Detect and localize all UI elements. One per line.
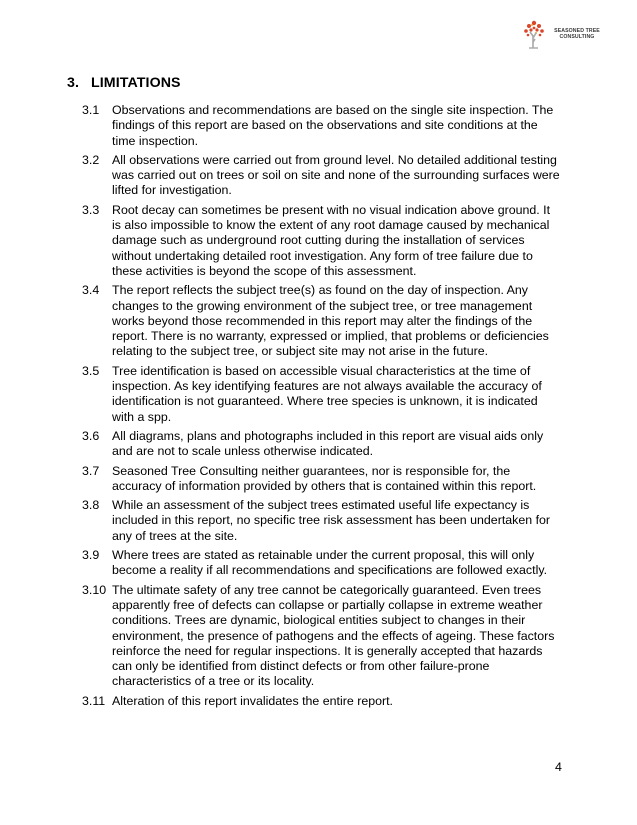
item-number: 3.9 [82,548,100,563]
company-logo [522,20,612,52]
item-number: 3.3 [82,202,100,217]
item-text: Where trees are stated as retainable under the current proposal, this will only become a reality if all recommendations and specifications are followed exactly. [112,548,548,578]
item-number: 3.1 [82,103,100,117]
logo-line-1: SEASONED TREE [554,28,600,34]
item-number: 3.4 [82,283,100,298]
list-item [82,548,562,579]
list-item [82,464,562,495]
item-number: 3.8 [82,498,100,513]
item-text: Tree identification is based on accessible visual characteristics at the time of inspection. As key identifying features are not always available the accuracy of identification is not guaranteed. Where tree species is unknown, it is indicated with a spp. [112,363,542,424]
logo-text [542,28,612,40]
list-item [82,364,562,425]
section-heading [67,75,181,91]
list-item [82,694,562,709]
item-number: 3.11 [82,693,106,708]
item-number: 3.2 [82,152,100,167]
list-item [82,153,562,199]
list-item [82,583,562,690]
item-text: Observations and recommendations are based on the single site inspection. The findings of this report are based on the observations and site conditions at the time inspection. [112,103,554,148]
section-number: 3. [67,75,80,91]
item-text: Root decay can sometimes be present with no visual indication above ground. It is also impossible to know the extent of any root damage caused by mechanical damage such as underground root cutting during the installation of services without undertaking detailed root investigation. Any form of tree failure due to these activities is beyond the scope of this assessment. [112,202,551,278]
list-item [82,283,562,359]
item-number: 3.7 [82,463,100,478]
list-item [82,203,562,279]
item-number: 3.5 [82,363,100,378]
item-text: Alteration of this report invalidates the entire report. [112,693,394,708]
section-title: LIMITATIONS [91,75,181,91]
list-item [82,498,562,544]
list-item [82,103,562,149]
list-item [82,429,562,460]
item-number: 3.10 [82,582,107,597]
logo-line-2: CONSULTING [559,34,595,40]
limitations-list [82,103,562,713]
item-text: All diagrams, plans and photographs included in this report are visual aids only and are not to scale unless otherwise indicated. [112,428,544,459]
item-text: The report reflects the subject tree(s) as found on the day of inspection. Any changes to the growing environment of the subject tree, or tree management works beyond those recommended in this report may alter the findings of the report. There is no warranty, expressed or implied, that problems or deficiencies relating to the subject tree, or subject site may not arise in the future. [112,283,549,359]
item-text: All observations were carried out from ground level. No detailed additional testing was carried out on trees or soil on site and none of the surrounding surfaces were lifted for investigation. [112,152,560,198]
item-text: While an assessment of the subject trees estimated useful life expectancy is included in this report, no specific tree risk assessment has been undertaken for any of trees at the site. [112,498,551,543]
item-number: 3.6 [82,428,100,443]
item-text: The ultimate safety of any tree cannot be categorically guaranteed. Even trees apparently free of defects can collapse or partially collapse in extreme weather conditions. Trees are dynamic, biological entities subject to changes in their environment, the presence of pathogens and the effects of ageing. These factors reinforce the need for regular inspections. It is generally accepted that hazards can only be identified from distinct defects or from other failure-prone characteristics of a tree or its locality. [112,582,555,689]
item-text: Seasoned Tree Consulting neither guarantees, nor is responsible for, the accuracy of information provided by others that is contained within this report. [112,463,537,493]
page-number: 4 [555,760,562,774]
